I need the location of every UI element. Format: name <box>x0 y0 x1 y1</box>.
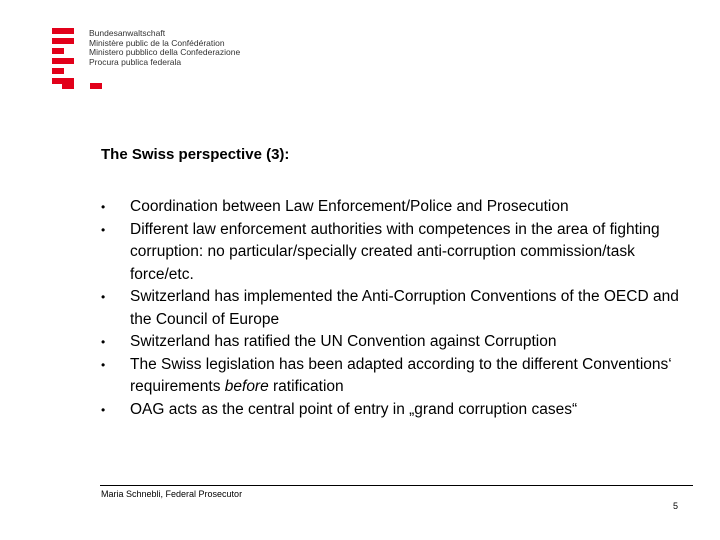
bullet-marker: • <box>101 402 106 417</box>
agency-name-de: Bundesanwaltschaft <box>89 28 166 38</box>
bullet-marker: • <box>101 222 106 237</box>
bullet-marker: • <box>101 357 106 372</box>
bullet-marker: • <box>101 335 106 349</box>
logo-bar-1 <box>52 28 74 34</box>
slide-title: The Swiss perspective (3): <box>101 146 290 163</box>
bullet-text: Switzerland has ratified the UN Convention against Corruption <box>130 333 557 350</box>
bullet-item <box>101 399 681 422</box>
bullet-text-post: ratification <box>268 378 344 395</box>
bullet-item <box>101 331 681 354</box>
logo-bar-5 <box>52 68 64 74</box>
footer-divider <box>100 485 693 486</box>
bullet-item <box>101 286 681 331</box>
logo-bar-7 <box>62 83 74 89</box>
page-number: 5 <box>672 501 678 511</box>
bullet-text: OAG acts as the central point of entry in „grand corruption cases“ <box>130 400 578 418</box>
bullet-marker: • <box>101 200 106 214</box>
footer-author: Maria Schnebli, Federal Prosecutor <box>101 489 243 499</box>
bullet-item <box>101 219 681 287</box>
bullet-text: Different law enforcement authorities with competences in the area of fighting corruption: no particular/specially created anti-corruption commission/task force/etc. <box>130 220 660 283</box>
agency-name-rm: Procura publica federala <box>89 56 182 67</box>
bullet-marker: • <box>101 290 106 304</box>
bullet-text-pre: The Swiss legislation has been adapted according to the different Conventions‘ requirements <box>130 355 672 395</box>
agency-name-it: Ministero pubblico della Confederazione <box>89 47 241 57</box>
bullet-text: Coordination between Law Enforcement/Police and Prosecution <box>130 198 569 215</box>
logo-bar-4 <box>52 58 74 64</box>
bullet-item <box>101 354 681 399</box>
bullet-text: Switzerland has implemented the Anti-Corruption Conventions of the OECD and the Council of Europe <box>130 288 679 328</box>
agency-name-fr: Ministère public de la Confédération <box>89 37 225 48</box>
bullet-list <box>101 196 681 421</box>
logo-bar-3 <box>52 48 64 54</box>
bullet-item <box>101 196 681 219</box>
logo-bar-8 <box>90 83 102 89</box>
agency-name-block <box>89 29 240 67</box>
logo-bar-2 <box>52 38 74 44</box>
bullet-text-emphasis: before <box>224 378 269 395</box>
